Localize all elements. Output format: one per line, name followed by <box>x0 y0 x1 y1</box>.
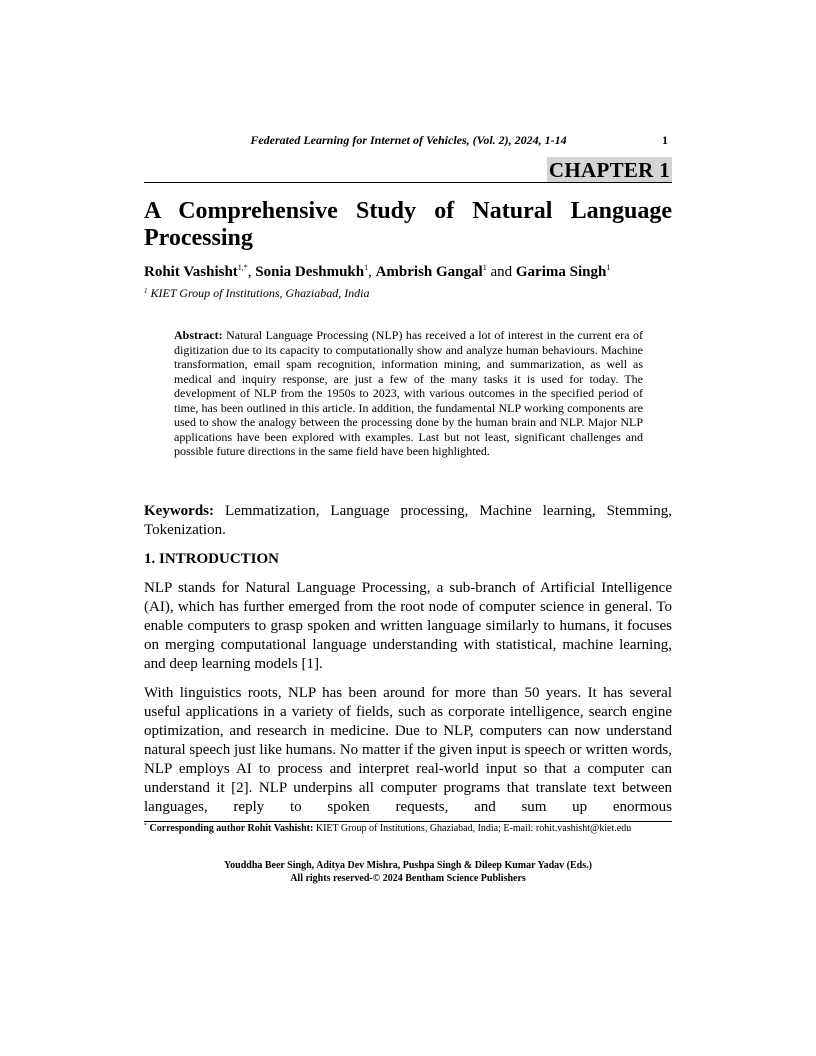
keywords <box>144 502 672 540</box>
footer-editors: Youddha Beer Singh, Aditya Dev Mishra, Pushpa Singh & Dileep Kumar Yadav (Eds.) <box>224 860 592 871</box>
author-name: Ambrish Gangal <box>375 264 483 280</box>
footnote-marker: * <box>144 823 147 829</box>
author-separator: , <box>247 264 256 280</box>
chapter-label: CHAPTER 1 <box>548 158 670 182</box>
affiliation-text: KIET Group of Institutions, Ghaziabad, India <box>150 286 370 300</box>
footnote <box>144 823 672 835</box>
footnote-text: KIET Group of Institutions, Ghaziabad, India; E-mail: rohit.vashisht@kiet.edu <box>315 823 632 834</box>
page-footer <box>144 859 672 885</box>
author-list <box>144 263 610 281</box>
footnote-rule <box>144 821 672 822</box>
author-affiliation-marker: 1 <box>482 263 487 272</box>
author-separator: and <box>486 264 516 280</box>
author-separator: , <box>368 264 376 280</box>
affiliation <box>144 286 370 301</box>
body-paragraph-2: With linguistics roots, NLP has been around for more than 50 years. It has several useful applications in a variety of fields, such as corporate intelligence, search engine optimization, and research in medicine. Due to NLP, computers can now understand natural speech just like humans. No matter if the given input is speech or written words, NLP employs AI to process and interpret real-world input so that a computer can understand it [2]. NLP underpins all computer programs that translate text between languages, reply to spoken requests, and sum up enormous <box>144 685 672 815</box>
abstract-text: Natural Language Processing (NLP) has received a lot of interest in the current era of digitization due to its capacity to computationally show and analyze human behaviours. Machine transformation, email spam recognition, information mining, and summarization, as well as medical and inquiry response, are just a few of the many tasks it is used for today. The development of NLP from the 1950s to 2023, with various outcomes in the specified period of time, has been outlined in this article. In addition, the fundamental NLP working components are used to show the analogy between the processing done by the human brain and NLP. Major NLP applications have been explored with examples. Last but not least, significant challenges and possible future directions in the same field have been highlighted. <box>174 328 644 458</box>
author-name: Sonia Deshmukh <box>255 264 365 280</box>
affiliation-marker: 1 <box>144 287 148 295</box>
chapter-rule <box>144 182 672 183</box>
author-affiliation-marker: 1 <box>606 263 611 272</box>
running-header: Federated Learning for Internet of Vehicles, (Vol. 2), 2024, 1-14 <box>250 133 567 147</box>
author-name: Garima Singh <box>515 264 607 280</box>
author-affiliation-marker: 1,* <box>237 263 248 272</box>
footer-copyright: All rights reserved-© 2024 Bentham Science Publishers <box>290 873 526 884</box>
abstract-label: Abstract: <box>174 328 223 342</box>
author-name: Rohit Vashisht <box>144 264 238 280</box>
author-affiliation-marker: 1 <box>364 263 369 272</box>
body-paragraph-1: NLP stands for Natural Language Processing, a sub-branch of Artificial Intelligence (AI), which has further emerged from the root node of computer science in general. To enable computers to grasp spoken and written language similarly to humans, it focuses on merging computational language understanding with statistical, machine learning, and deep learning models [1]. <box>144 580 672 672</box>
keywords-text: Lemmatization, Language processing, Machine learning, Stemming, Tokenization. <box>144 503 672 538</box>
abstract <box>174 328 643 459</box>
section-heading: 1. INTRODUCTION <box>144 551 280 567</box>
footnote-label: Corresponding author Rohit Vashisht: <box>149 823 314 834</box>
keywords-label: Keywords: <box>144 503 214 519</box>
page-number: 1 <box>662 133 668 147</box>
article-title: A Comprehensive Study of Natural Language Processing <box>144 198 672 251</box>
